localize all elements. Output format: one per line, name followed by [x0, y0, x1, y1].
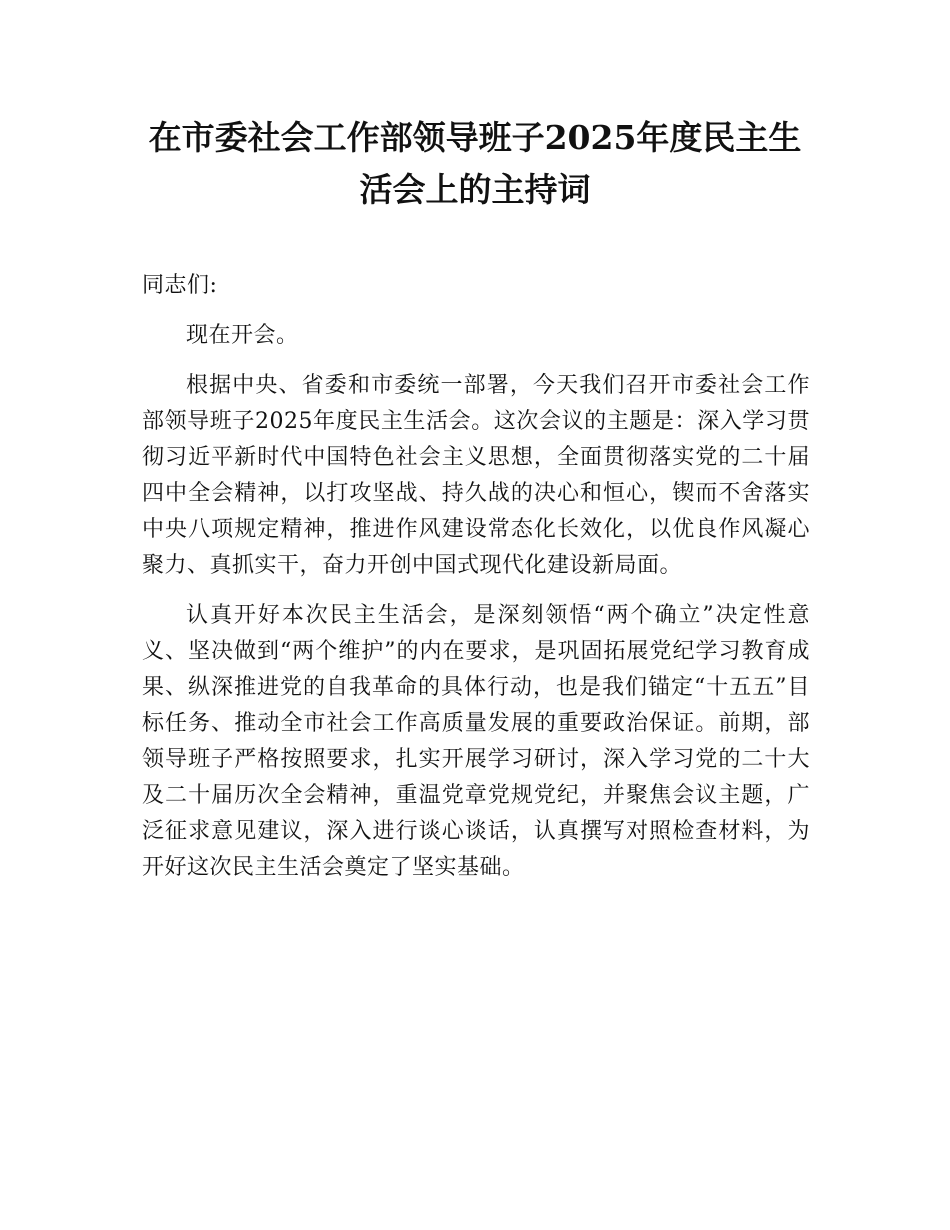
- title-line-1: 在市委社会工作部领导班子2025年度民主生: [148, 118, 802, 157]
- document-title: [110, 112, 840, 216]
- paragraph-opening: 现在开会。: [186, 323, 299, 348]
- paragraph-meeting-theme: 根据中央、省委和市委统一部署，今天我们召开市委社会工作部领导班子2025年度民主生活会。这次会议的主题是：深入学习贯彻习近平新时代中国特色社会主义思想，全面贯彻落实党的二十届四中全会精神，以打攻坚战、持久战的决心和恒心，锲而不舍落实中央八项规定精神，推进作风建设常态化长效化，以优良作风凝心聚力、真抓实干，奋力开创中国式现代化建设新局面。: [142, 373, 810, 578]
- paragraph-significance: 认真开好本次民主生活会，是深刻领悟“两个确立”决定性意义、坚决做到“两个维护”的内在要求，是巩固拓展党纪学习教育成果、纵深推进党的自我革命的具体行动，也是我们锚定“十五五”目标任务、推动全市社会工作高质量发展的重要政治保证。前期，部领导班子严格按照要求，扎实开展学习研讨，深入学习党的二十大及二十届历次全会精神，重温党章党规党纪，并聚焦会议主题，广泛征求意见建议，深入进行谈心谈话，认真撰写对照检查材料，为开好这次民主生活会奠定了坚实基础。: [142, 603, 810, 880]
- title-line-2: 活会上的主持词: [359, 170, 591, 209]
- salutation: 同志们:: [142, 273, 218, 298]
- document-body: [142, 268, 810, 900]
